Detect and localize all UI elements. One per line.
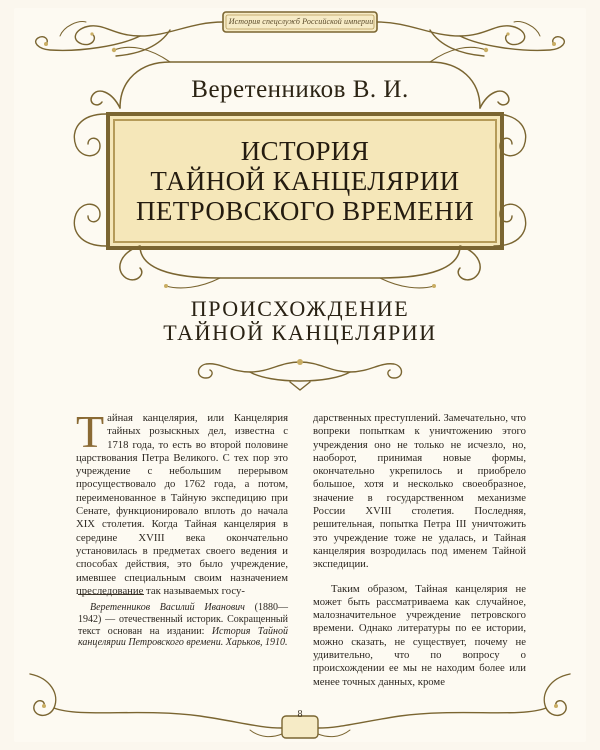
footnote-source-title: История Тайной канцелярии Петровского времени. Харьков, 1910. xyxy=(78,625,288,649)
section-title-line-1: ПРОИСХОЖДЕНИЕ xyxy=(190,296,410,321)
lower-flourish xyxy=(110,244,490,294)
book-title-line-1: ИСТОРИЯ xyxy=(240,136,370,166)
body-right-column xyxy=(313,412,526,689)
footnote-text: (1880—1942) — отечественный историк. Сокращенный текст основан на издании: xyxy=(78,602,288,637)
section-title xyxy=(150,297,450,345)
right-paragraph-2: Таким образом, Тайная канцелярия не может быть рассматриваема как случайное, малозначительное учреждение петровского времени. Однако литературы по ее истории, можно сказать, не существует, почему не удивительно, что по вопросу о происхождении ее мы не находим более или менее точных данных, кроме xyxy=(313,582,526,688)
footnote-rule xyxy=(78,594,144,595)
right-paragraph-1: дарственных преступлений. Замечательно, что вопреки попыткам к уничтожению этого учреждения оно не только не исчезло, но, наоборот, принимая новые формы, окончательно укрепилось и приобрело большое, хотя и несколько своеобразное, значение в государственном механизме России XVIII столетия. Последняя, решительная, попытка Петра III уничтожить это учреждение тоже не удалась, и Тайная канцелярия возродилась под именем Тайной экспедиции. xyxy=(313,412,526,571)
section-divider xyxy=(190,354,410,394)
footer-ornament xyxy=(20,668,580,744)
footnote-author-name: Веретенников Василий Иванович xyxy=(90,602,245,613)
series-label: История спецслужб Российской империи xyxy=(228,17,374,26)
body-left-column xyxy=(76,406,288,598)
section-title-line-2: ТАЙНОЙ КАНЦЕЛЯРИИ xyxy=(163,320,437,345)
book-author: Веретенников В. И. xyxy=(191,76,409,103)
title-side-flourishes xyxy=(30,100,570,260)
left-column-text: айная канцелярия, или Канцелярия тайных розыскных дел, известна с 1718 года, то есть во второй половине царствования Петра Великого. С тех пор это учреждение с небольшим перерывом просуществовало до 1762 года, а потом, переименованное в Тайную экспедицию при Сенате, функционировало вплоть до начала XIX столетия. Когда Тайная канцелярия в середине XVIII века окончательно установилась в предметах своего ведения и способах действия, это было учреждение, имевшее специальным своим назначением преследование так называемых госу- xyxy=(76,412,288,597)
footnote xyxy=(78,602,288,649)
book-title-line-3: ПЕТРОВСКОГО ВРЕМЕНИ xyxy=(136,196,474,226)
page-number: 8 xyxy=(297,709,303,720)
dropcap-letter: Т xyxy=(76,406,105,457)
book-title-line-2: ТАЙНОЙ КАНЦЕЛЯРИИ xyxy=(150,166,460,196)
